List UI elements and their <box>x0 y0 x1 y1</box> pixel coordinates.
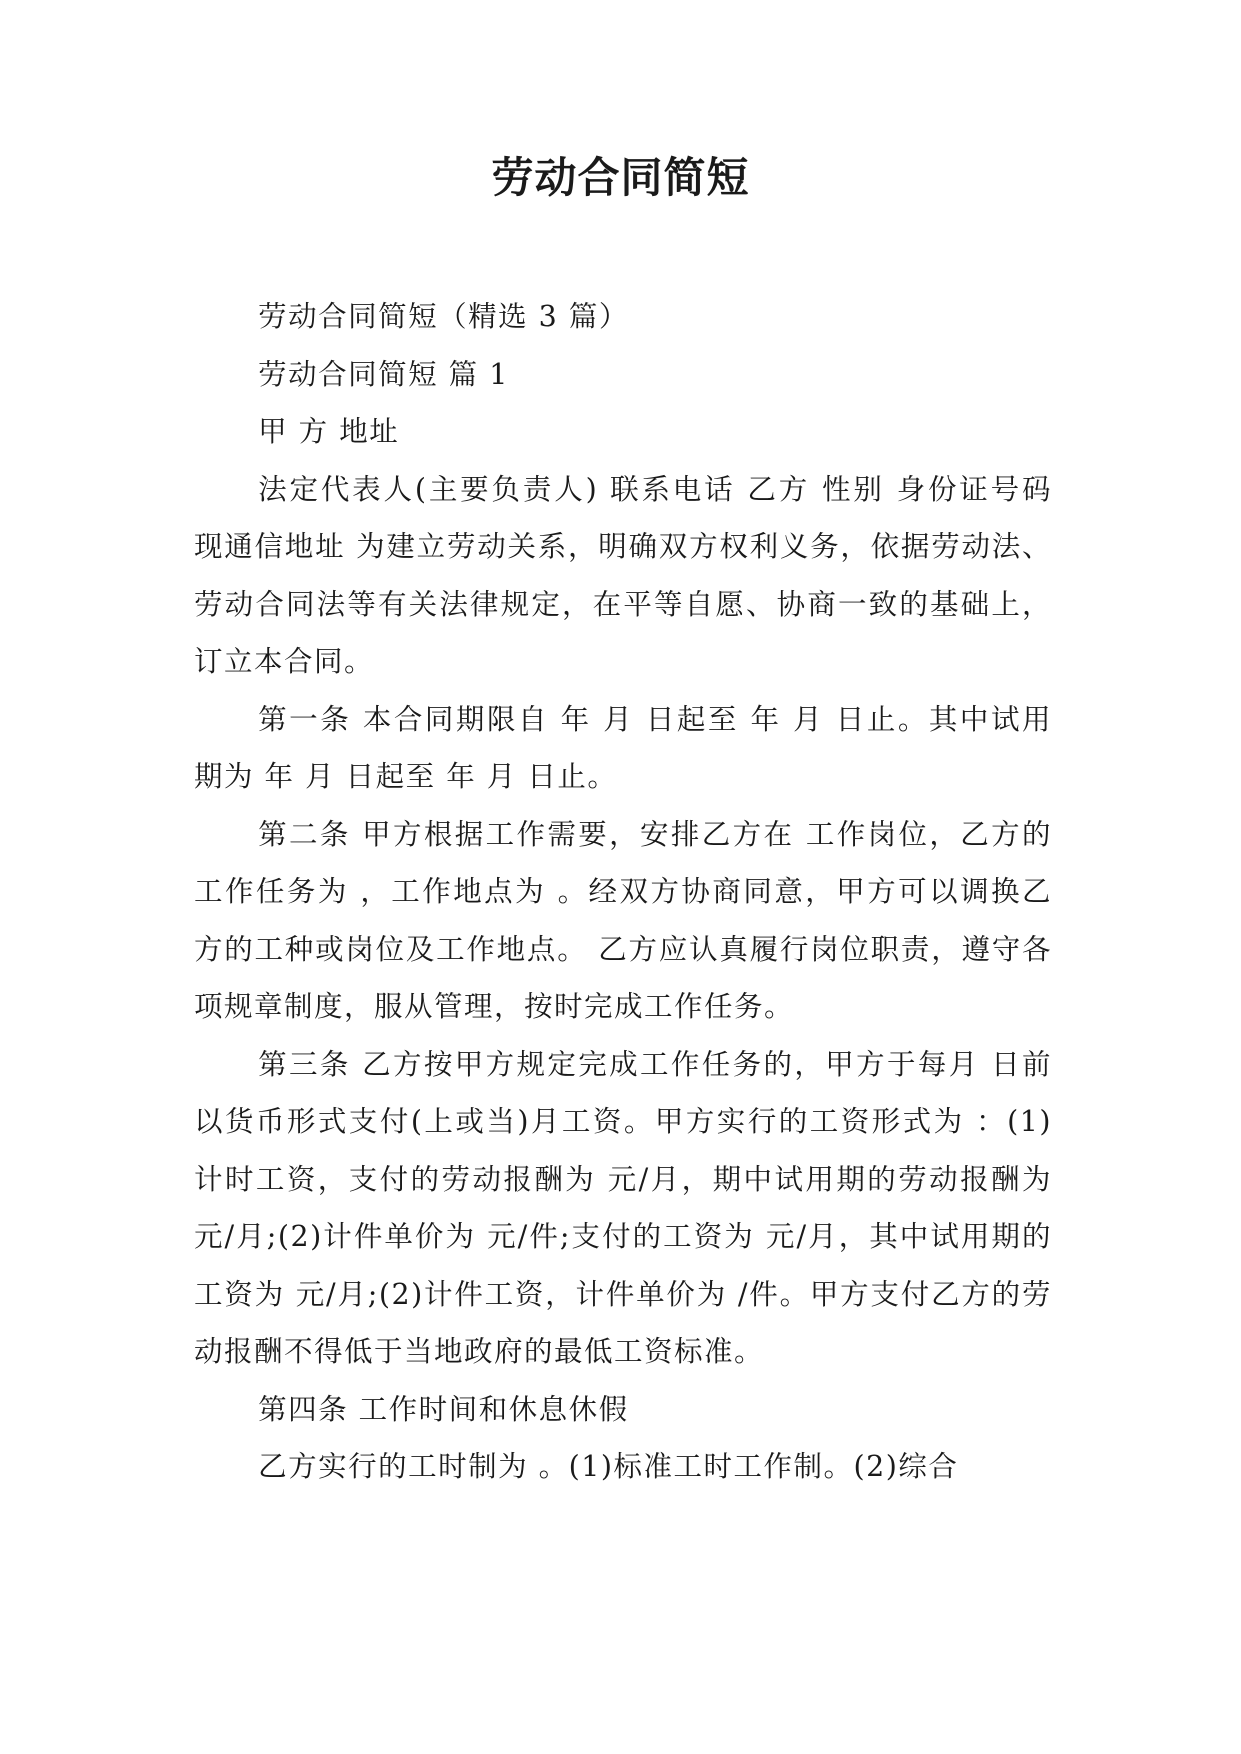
paragraph-article-1: 第一条 本合同期限自 年 月 日起至 年 月 日止。其中试用期为 年 月 日起至 年 月 日止。 <box>194 702 1052 793</box>
document-title: 劳动合同简短 <box>491 153 750 202</box>
paragraph-article-3: 第三条 乙方按甲方规定完成工作任务的，甲方于每月 日前以货币形式支付(上或当)月工资。甲方实行的工资形式为 ：(1)计时工资，支付的劳动报酬为 元/月，期中试用期的劳动报酬为 元/月;(2)计件单价为 元/件;支付的工资为 元/月，其中试用期的工资为 元/月;(2)计件工资，计件单价为 /件。甲方支付乙方的劳动报酬不得低于当地政府的最低工资标准。 <box>194 1047 1052 1368</box>
paragraph-section-heading: 劳动合同简短 篇 1 <box>258 357 509 391</box>
document-body <box>194 288 1052 1496</box>
paragraph-preamble: 法定代表人(主要负责人) 联系电话 乙方 性别 身份证号码 现通信地址 为建立劳动关系，明确双方权利义务，依据劳动法、劳动合同法等有关法律规定，在平等自愿、协商一致的基础上，订立本合同。 <box>194 472 1052 678</box>
paragraph-subtitle: 劳动合同简短（精选 3 篇） <box>258 300 629 333</box>
paragraph-party-a: 甲 方 地址 <box>258 415 400 448</box>
paragraph-working-hours: 乙方实行的工时制为 。(1)标准工时工作制。(2)综合 <box>258 1450 959 1483</box>
paragraph-article-4-heading: 第四条 工作时间和休息休假 <box>258 1392 629 1426</box>
paragraph-article-2: 第二条 甲方根据工作需要，安排乙方在 工作岗位，乙方的工作任务为 ，工作地点为 。经双方协商同意，甲方可以调换乙方的工种或岗位及工作地点。 乙方应认真履行岗位职责，遵守各项规章制度，服从管理，按时完成工作任务。 <box>194 817 1052 1023</box>
